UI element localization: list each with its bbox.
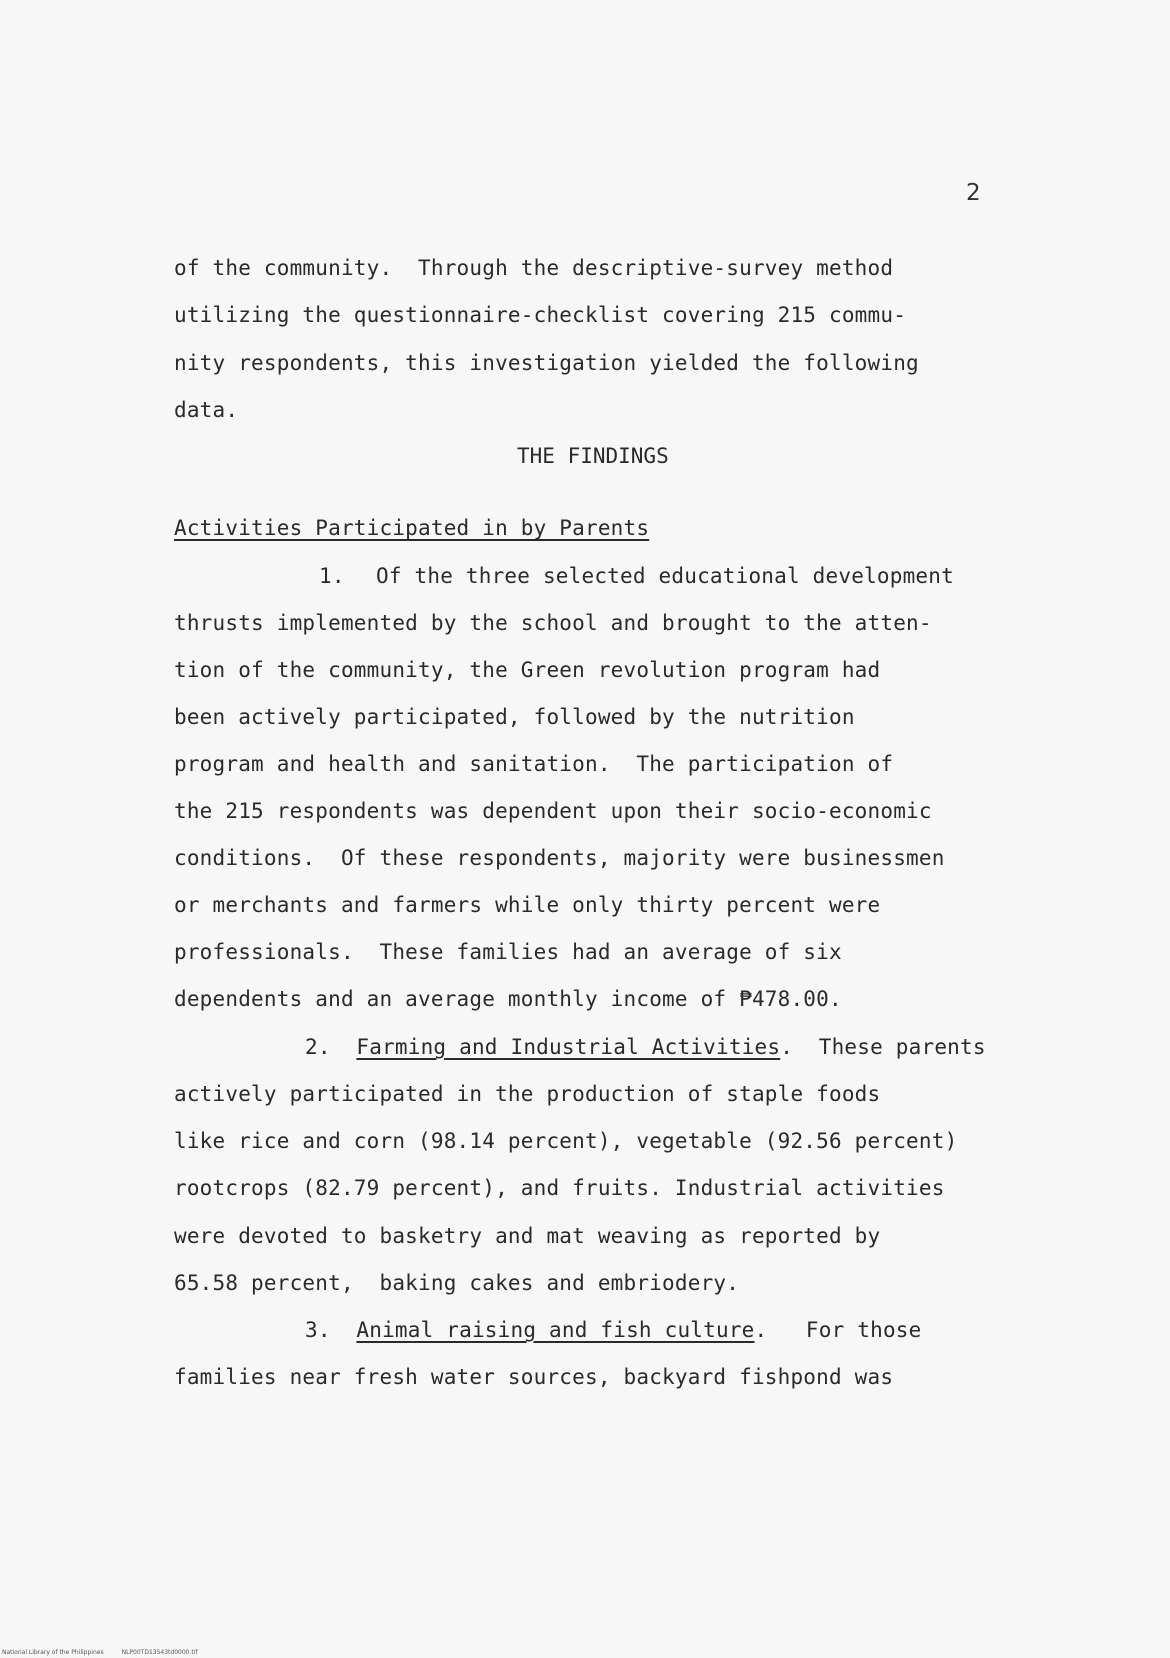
item-line: conditions. Of these respondents, majority were businessmen [174,846,945,870]
subsection-title: Activities Participated in by Parents [174,516,650,540]
footer-file-id: NLP00TD13543td0000.tif [121,1649,198,1656]
page-number: 2 [966,180,981,206]
item-first-line-rest: . For those [754,1318,922,1342]
item-line: families near fresh water sources, backyard fishpond was [174,1365,894,1389]
item-title: Farming and Industrial Activities [356,1035,781,1059]
item-first-line-row [305,1316,921,1344]
item-line: or merchants and farmers while only thirty percent were [174,893,881,917]
item-number: 1. [319,564,345,588]
footer-library: National Library of the Philippines [2,1649,104,1656]
scan-footer [2,1649,216,1656]
item-title: Animal raising and fish culture [356,1318,755,1342]
item-line: actively participated in the production of staple foods [174,1082,881,1106]
item-line: rootcrops (82.79 percent), and fruits. Industrial activities [174,1176,945,1200]
item-line: professionals. These families had an average of six [174,940,842,964]
section-title: THE FINDINGS [517,444,669,468]
item-line: the 215 respondents was dependent upon their socio-economic [174,799,932,823]
item-line: dependents and an average monthly income of ₱478.00. [174,987,842,1011]
item-line: like rice and corn (98.14 percent), vegetable (92.56 percent) [174,1129,958,1153]
item-first-line-rest: . These parents [780,1035,986,1059]
item-line: been actively participated, followed by the nutrition [174,705,855,729]
item-line: program and health and sanitation. The participation of [174,752,894,776]
item-number: 2. [305,1035,331,1059]
item-number: 3. [305,1318,331,1342]
item-line: tion of the community, the Green revolution program had [174,658,881,682]
item-first-line: Of the three selected educational development [376,564,954,588]
item-line: thrusts implemented by the school and brought to the atten- [174,611,932,635]
item-line: 65.58 percent, baking cakes and embriodery. [174,1271,740,1295]
intro-line: data. [174,398,239,422]
item-line: were devoted to basketry and mat weaving as reported by [174,1224,881,1248]
intro-line: utilizing the questionnaire-checklist covering 215 commu- [174,303,907,327]
intro-line: of the community. Through the descriptive-survey method [174,256,894,280]
intro-line: nity respondents, this investigation yielded the following [174,351,919,375]
item-first-line-row [305,1033,986,1061]
